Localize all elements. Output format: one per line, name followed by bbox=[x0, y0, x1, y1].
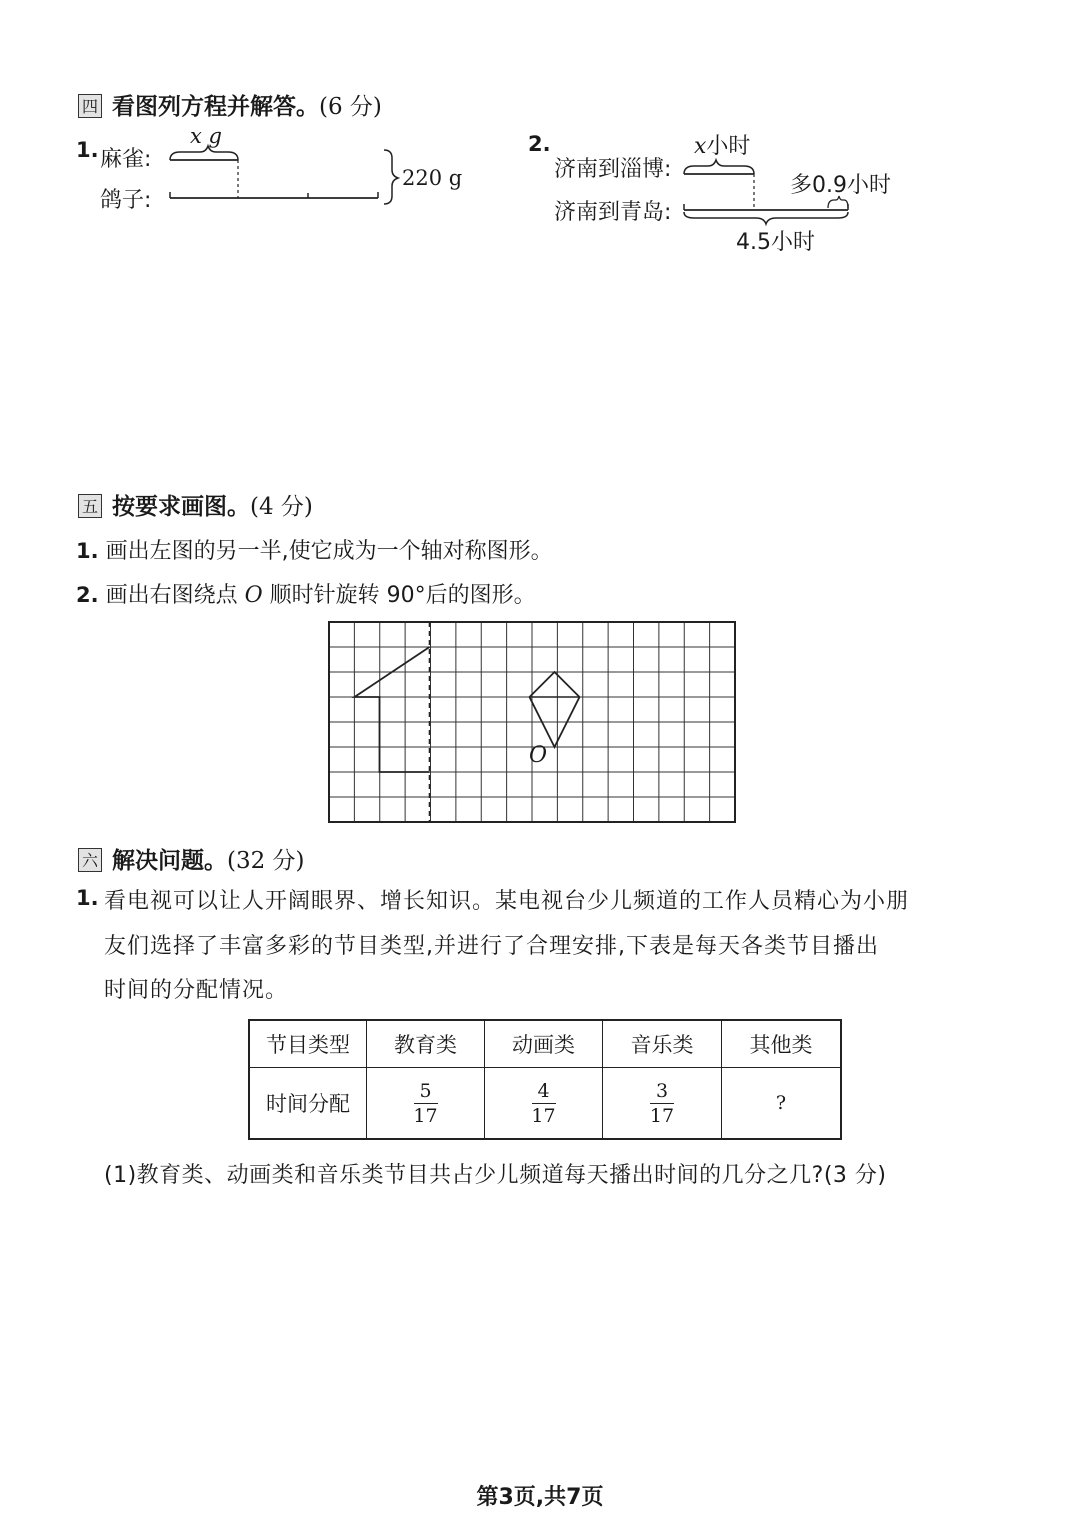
question-number: 1. bbox=[76, 539, 99, 563]
table-row bbox=[249, 1067, 841, 1139]
question-text-a: 画出右图绕点 bbox=[105, 583, 245, 608]
sparrow-pigeon-diagram bbox=[160, 140, 400, 210]
section-title-text: 看图列方程并解答。 bbox=[112, 94, 319, 120]
problem-line: 看电视可以让人开阔眼界、增长知识。某电视台少儿频道的工作人员精心为小朋 bbox=[104, 889, 910, 914]
fraction-cell bbox=[367, 1067, 485, 1139]
fraction-cell bbox=[485, 1067, 603, 1139]
route2-label: 济南到青岛: bbox=[554, 200, 672, 225]
numerator: 4 bbox=[537, 1079, 550, 1102]
table-header-cell: 动画类 bbox=[485, 1020, 603, 1067]
section-badge: 四 bbox=[78, 94, 102, 118]
pigeon-label: 鸽子: bbox=[100, 188, 152, 213]
section-badge: 六 bbox=[78, 848, 102, 872]
question-number: 1. bbox=[76, 886, 99, 910]
total-hours-label: 4.5小时 bbox=[736, 230, 815, 255]
grid-lines bbox=[329, 622, 735, 822]
table-header-cell: 节目类型 bbox=[249, 1020, 367, 1067]
question-text: 画出左图的另一半,使它成为一个轴对称图形。 bbox=[105, 539, 553, 564]
section-points: (4 分) bbox=[250, 494, 313, 520]
section-badge: 五 bbox=[78, 494, 102, 518]
numerator: 3 bbox=[655, 1079, 669, 1102]
row-label-cell: 时间分配 bbox=[249, 1067, 367, 1139]
denominator: 17 bbox=[413, 1104, 438, 1127]
table-header-row bbox=[249, 1020, 841, 1067]
fraction bbox=[413, 1079, 437, 1128]
drawing-grid bbox=[328, 621, 738, 825]
point-o-label: O bbox=[529, 743, 548, 768]
section5-title bbox=[78, 488, 313, 521]
section-title-text: 解决问题。 bbox=[112, 848, 227, 874]
sub-question-1: (1)教育类、动画类和音乐类节目共占少儿频道每天播出时间的几分之几?(3 分) bbox=[104, 1163, 887, 1188]
sparrow-label: 麻雀: bbox=[100, 147, 152, 172]
table-header-cell: 教育类 bbox=[367, 1020, 485, 1067]
fraction bbox=[531, 1079, 555, 1128]
problem-line: 友们选择了丰富多彩的节目类型,并进行了合理安排,下表是每天各类节目播出 bbox=[104, 934, 879, 959]
section4-title bbox=[78, 88, 382, 121]
section6-title bbox=[78, 842, 305, 875]
fraction bbox=[650, 1079, 674, 1128]
question-text-b: 顺时针旋转 90°后的图形。 bbox=[262, 583, 536, 608]
section-points: (32 分) bbox=[227, 848, 305, 874]
travel-time-diagram bbox=[680, 150, 860, 230]
table-header-cell: 其他类 bbox=[722, 1020, 842, 1067]
question-number: 1. bbox=[76, 138, 99, 162]
half-figure bbox=[355, 647, 430, 772]
table-header-cell: 音乐类 bbox=[603, 1020, 722, 1067]
question-number: 2. bbox=[76, 583, 99, 607]
fraction-cell bbox=[603, 1067, 722, 1139]
x-grams-label: x g bbox=[190, 124, 222, 148]
route1-brace bbox=[684, 160, 754, 174]
allocation-table bbox=[248, 1019, 842, 1140]
point-o-ref: O bbox=[244, 583, 263, 608]
denominator: 17 bbox=[531, 1104, 556, 1127]
x-hours-unit: 小时 bbox=[706, 134, 751, 159]
problem-line: 时间的分配情况。 bbox=[104, 978, 289, 1003]
kite-figure bbox=[530, 672, 580, 747]
denominator: 17 bbox=[649, 1104, 675, 1127]
total-brace bbox=[384, 150, 398, 204]
section-points: (6 分) bbox=[319, 94, 382, 120]
extra-brace bbox=[828, 196, 848, 208]
more-hours-label: 多0.9小时 bbox=[790, 173, 891, 198]
section5-q2 bbox=[76, 578, 536, 609]
unknown-cell: ? bbox=[722, 1067, 842, 1139]
section5-q1 bbox=[76, 534, 553, 565]
route1-label: 济南到淄博: bbox=[554, 157, 672, 182]
total-weight-label: 220 g bbox=[402, 166, 463, 190]
numerator: 5 bbox=[419, 1079, 432, 1102]
question-number: 2. bbox=[528, 132, 551, 156]
sparrow-brace bbox=[170, 146, 238, 160]
x-var: x bbox=[694, 134, 707, 159]
route2-brace bbox=[684, 212, 848, 224]
page-footer: 第3页,共7页 bbox=[476, 1485, 604, 1510]
section-title-text: 按要求画图。 bbox=[112, 494, 250, 520]
